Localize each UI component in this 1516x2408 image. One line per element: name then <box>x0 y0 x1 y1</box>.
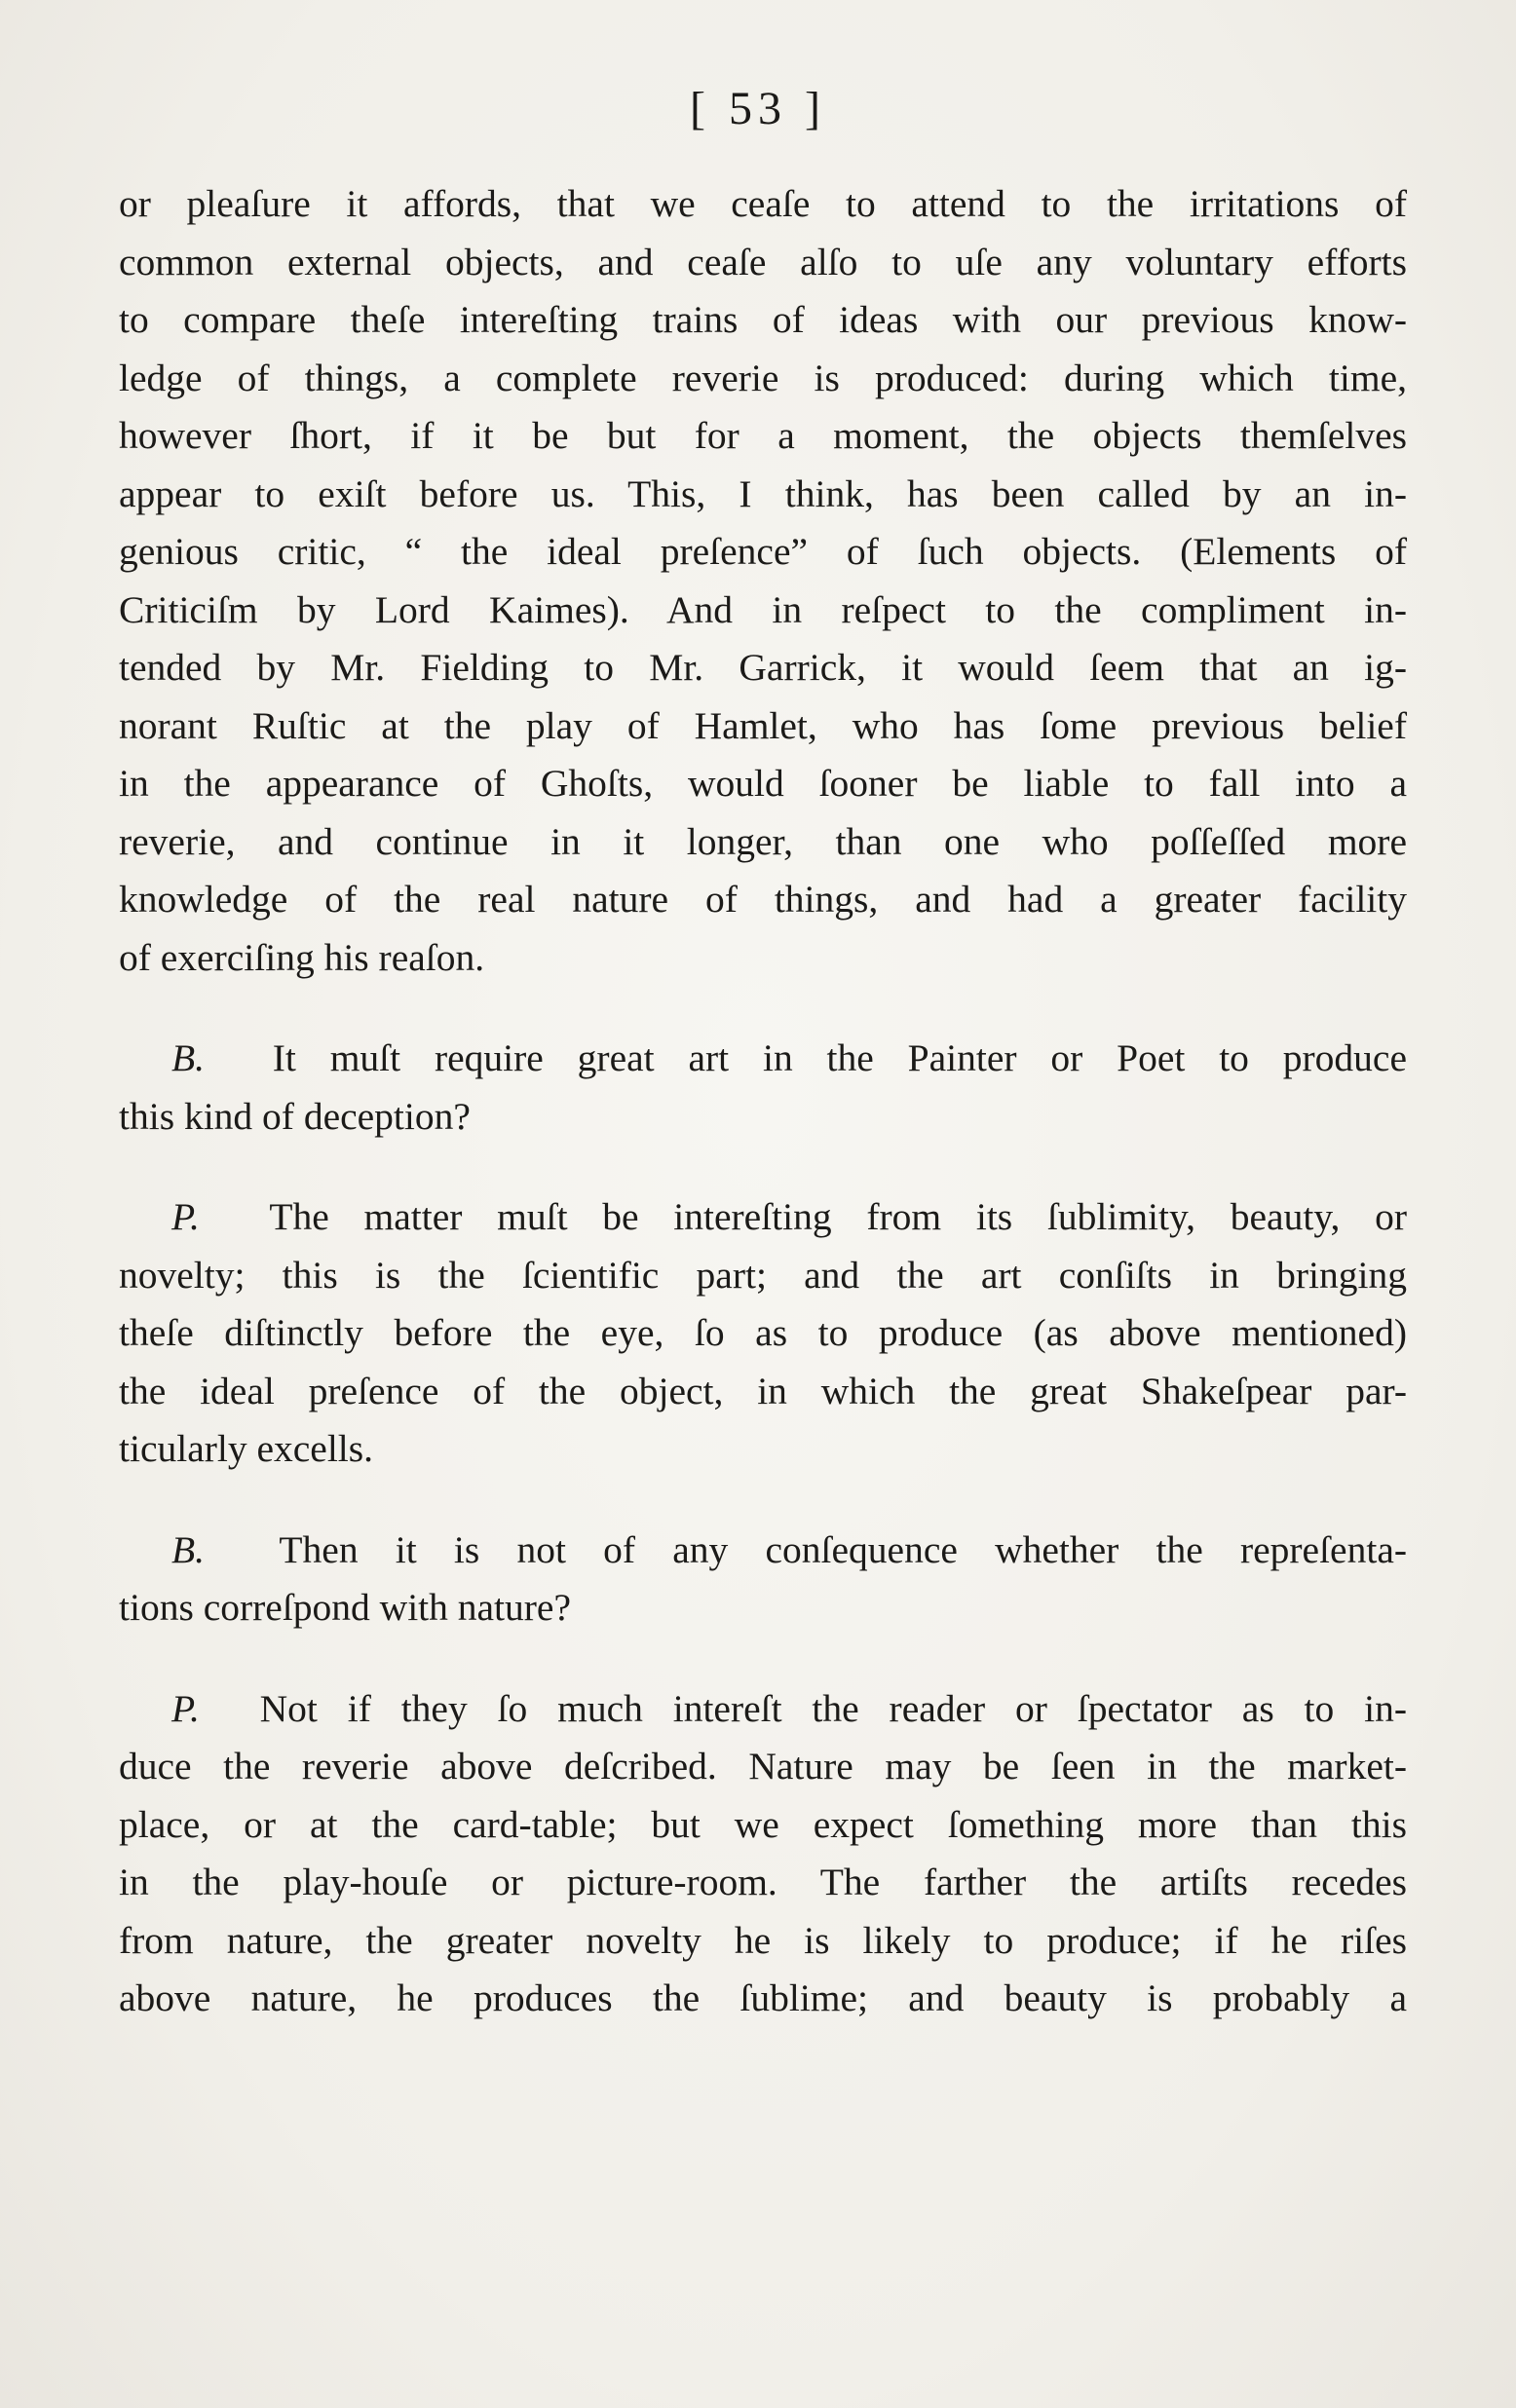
text-line <box>119 1680 1407 1739</box>
dialogue-paragraph <box>119 1030 1407 1146</box>
speaker-label: B. <box>171 1036 206 1079</box>
paragraph-gap <box>119 1146 1407 1188</box>
text-line: common external objects, and ceaſe alſo to uſe any voluntary efforts <box>119 240 1407 283</box>
text-line: to compare theſe intereſting trains of ideas with our previous know- <box>119 298 1407 341</box>
text-line: in the appearance of Ghoſts, would ſooner be liable to fall into a <box>119 762 1407 805</box>
text-line: from nature, the greater novelty he is likely to produce; if he riſes <box>119 1918 1407 1962</box>
text-line: of exerciſing his reaſon. <box>119 935 485 979</box>
speaker-label: B. <box>171 1527 206 1571</box>
text-line: Criticiſm by Lord Kaimes). And in reſpect to the compliment in- <box>119 587 1407 631</box>
line-text: It muſt require great art in the Painter or Poet to produce <box>272 1036 1408 1079</box>
line-text: Then it is not of any conſequence whether the repreſenta- <box>279 1527 1407 1571</box>
text-line: ledge of things, a complete reverie is produced: during which time, <box>119 356 1407 399</box>
text-line <box>119 1188 1407 1247</box>
paragraph <box>119 175 1407 987</box>
text-line: tended by Mr. Fielding to Mr. Garrick, it would ſeem that an ig- <box>119 646 1407 689</box>
text-line: genious critic, “ the ideal preſence” of ſuch objects. (Elements of <box>119 530 1407 573</box>
paragraph-gap <box>119 987 1407 1030</box>
dialogue-paragraph <box>119 1680 1407 2028</box>
text-line: novelty; this is the ſcientific part; and the art conſiſts in bringing <box>119 1253 1407 1297</box>
paragraph-gap <box>119 1479 1407 1522</box>
speaker-label: P. <box>171 1686 200 1730</box>
text-line: norant Ruſtic at the play of Hamlet, who has ſome previous belief <box>119 703 1407 747</box>
text-line: however ſhort, if it be but for a moment, the objects themſelves <box>119 414 1407 457</box>
line-text: Not if they ſo much intereſt the reader or ſpectator as to in- <box>259 1686 1408 1730</box>
page-number: [ 53 ] <box>690 83 826 134</box>
text-line: tions correſpond with nature? <box>119 1586 571 1629</box>
text-line <box>119 1522 1407 1580</box>
text-line: above nature, he produces the ſublime; and beauty is probably a <box>119 1976 1407 2019</box>
text-line: place, or at the card-table; but we expect ſomething more than this <box>119 1802 1407 1846</box>
text-line: or pleaſure it affords, that we ceaſe to attend to the irritations of <box>119 182 1407 225</box>
text-line: theſe diſtinctly before the eye, ſo as to produce (as above mentioned) <box>119 1311 1407 1354</box>
dialogue-paragraph <box>119 1188 1407 1479</box>
text-line: appear to exiſt before us. This, I think, has been called by an in- <box>119 471 1407 515</box>
body-text <box>119 175 1407 2028</box>
text-line <box>119 1030 1407 1088</box>
text-line: in the play-houſe or picture-room. The farther the artiſts recedes <box>119 1861 1407 1903</box>
text-line: duce the reverie above deſcribed. Nature may be ſeen in the market- <box>119 1745 1407 1787</box>
line-text: The matter muſt be intereſting from its ſublimity, beauty, or <box>269 1195 1408 1238</box>
speaker-label: P. <box>171 1195 200 1238</box>
text-line: knowledge of the real nature of things, and had a greater facility <box>119 878 1407 921</box>
text-line: the ideal preſence of the object, in which the great Shakeſpear par- <box>119 1369 1407 1412</box>
text-line: reverie, and continue in it longer, than one who poſſeſſed more <box>119 819 1407 863</box>
paragraph-gap <box>119 1637 1407 1680</box>
dialogue-paragraph <box>119 1522 1407 1637</box>
text-line: this kind of deception? <box>119 1094 471 1138</box>
text-line: ticularly excells. <box>119 1427 374 1470</box>
